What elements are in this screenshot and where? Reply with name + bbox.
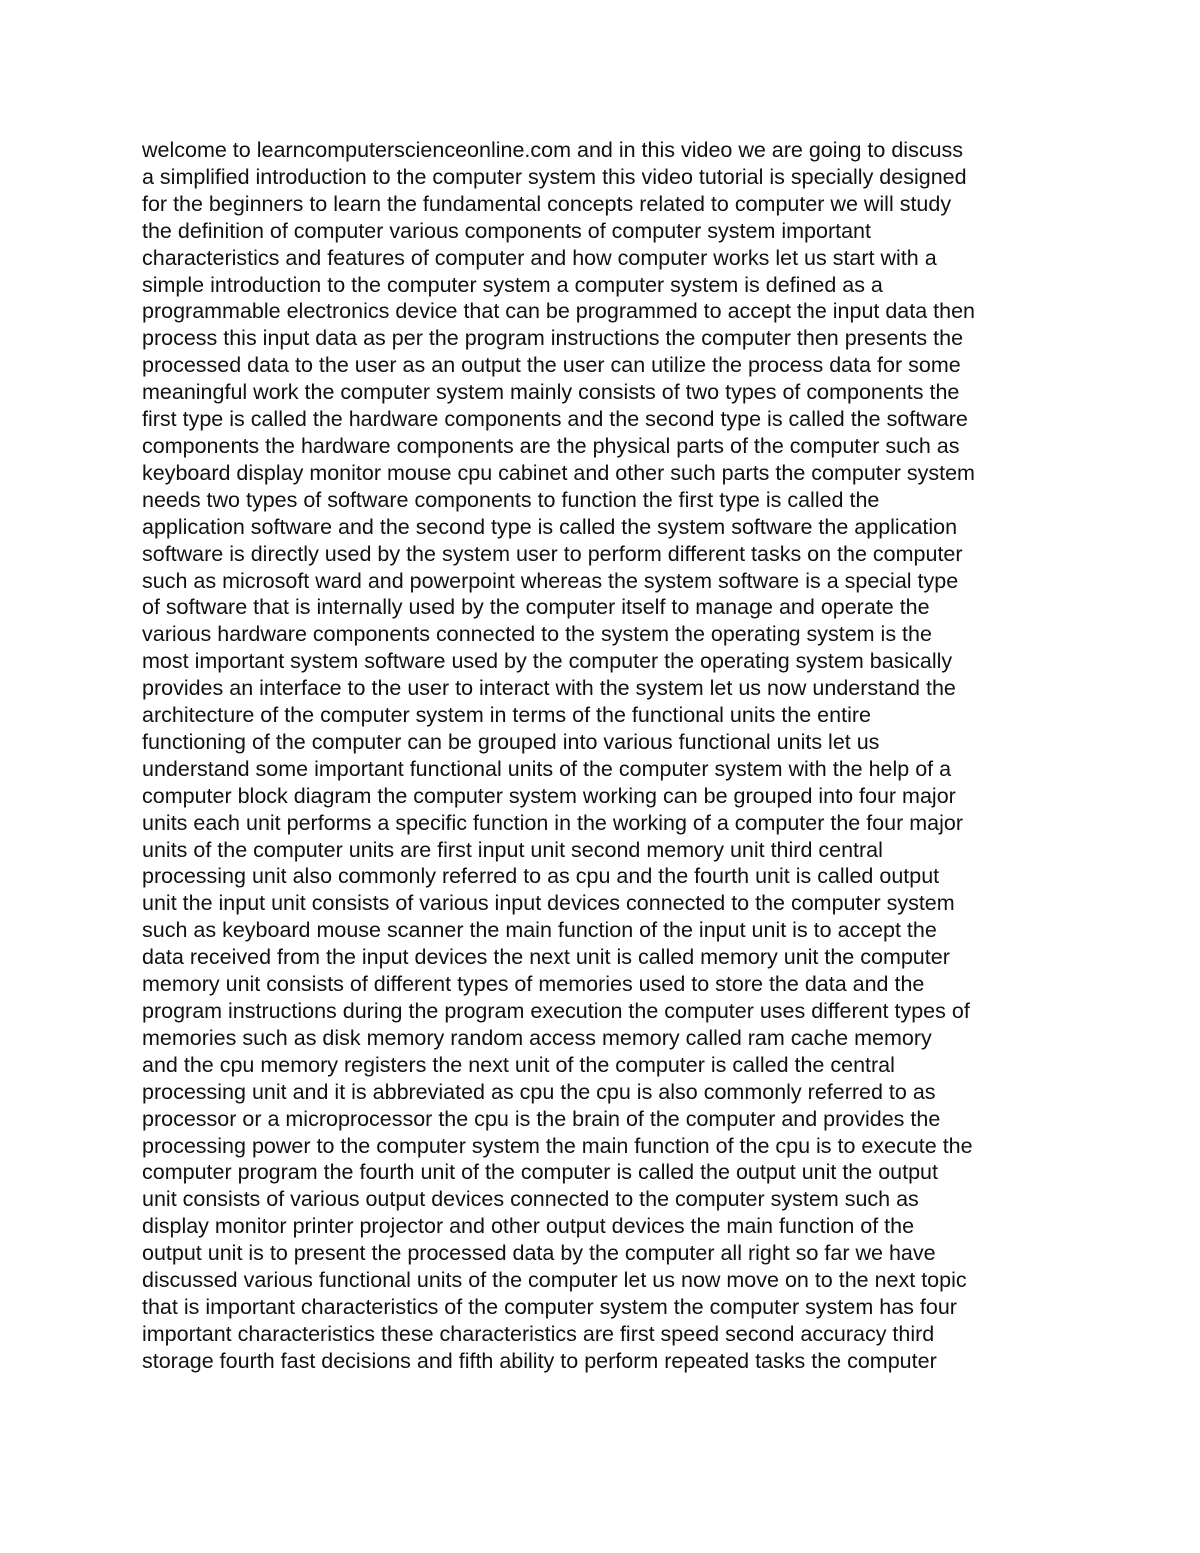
text-line: units each unit performs a specific function in the working of a computer the four major bbox=[142, 810, 963, 835]
text-line: for the beginners to learn the fundamental concepts related to computer we will study bbox=[142, 191, 952, 216]
text-line: process this input data as per the program instructions the computer then presents the bbox=[142, 326, 964, 351]
text-line: data received from the input devices the next unit is called memory unit the computer bbox=[142, 945, 950, 970]
text-line: processor or a microprocessor the cpu is the brain of the computer and provides the bbox=[142, 1106, 941, 1131]
text-line: display monitor printer projector and other output devices the main function of the bbox=[142, 1214, 915, 1239]
text-line: processing power to the computer system the main function of the cpu is to execute the bbox=[142, 1133, 973, 1158]
text-line: that is important characteristics of the computer system the computer system has four bbox=[142, 1294, 957, 1319]
text-line: characteristics and features of computer and how computer works let us start with a bbox=[142, 245, 937, 270]
text-line: and the cpu memory registers the next unit of the computer is called the central bbox=[142, 1052, 895, 1077]
text-line: needs two types of software components to function the first type is called the bbox=[142, 487, 880, 512]
text-line: computer program the fourth unit of the computer is called the output unit the output bbox=[142, 1160, 938, 1185]
transcript-text bbox=[142, 137, 1082, 1375]
text-line: processing unit also commonly referred to as cpu and the fourth unit is called output bbox=[142, 864, 940, 889]
text-line: such as microsoft ward and powerpoint whereas the system software is a special type bbox=[142, 568, 959, 593]
text-line: processed data to the user as an output the user can utilize the process data for some bbox=[142, 353, 961, 378]
text-line: computer block diagram the computer system working can be grouped into four major bbox=[142, 783, 956, 808]
text-line: processing unit and it is abbreviated as cpu the cpu is also commonly referred to as bbox=[142, 1079, 936, 1104]
text-line: memories such as disk memory random access memory called ram cache memory bbox=[142, 1025, 932, 1050]
text-line: various hardware components connected to the system the operating system is the bbox=[142, 622, 932, 647]
text-line: memory unit consists of different types of memories used to store the data and the bbox=[142, 972, 925, 997]
text-line: such as keyboard mouse scanner the main function of the input unit is to accept the bbox=[142, 918, 937, 943]
text-line: programmable electronics device that can be programmed to accept the input data then bbox=[142, 299, 976, 324]
text-line: output unit is to present the processed data by the computer all right so far we have bbox=[142, 1241, 936, 1266]
text-line: important characteristics these characteristics are first speed second accuracy third bbox=[142, 1321, 935, 1346]
text-line: discussed various functional units of the computer let us now move on to the next topic bbox=[142, 1268, 967, 1293]
text-line: the definition of computer various components of computer system important bbox=[142, 218, 871, 243]
text-line: architecture of the computer system in terms of the functional units the entire bbox=[142, 703, 871, 728]
text-line: welcome to learncomputerscienceonline.com and in this video we are going to discuss bbox=[142, 138, 964, 162]
text-line: unit consists of various output devices connected to the computer system such as bbox=[142, 1187, 919, 1212]
text-line: program instructions during the program execution the computer uses different types of bbox=[142, 999, 970, 1023]
text-line: unit the input unit consists of various input devices connected to the computer system bbox=[142, 891, 955, 916]
text-line: provides an interface to the user to interact with the system let us now understand the bbox=[142, 676, 956, 701]
text-line: a simplified introduction to the computer system this video tutorial is specially designed bbox=[142, 164, 967, 189]
text-line: application software and the second type is called the system software the application bbox=[142, 514, 958, 539]
text-line: most important system software used by the computer the operating system basically bbox=[142, 649, 953, 674]
text-line: of software that is internally used by the computer itself to manage and operate the bbox=[142, 595, 930, 620]
text-line: simple introduction to the computer system a computer system is defined as a bbox=[142, 272, 883, 297]
text-line: functioning of the computer can be grouped into various functional units let us bbox=[142, 729, 880, 754]
text-line: software is directly used by the system user to perform different tasks on the computer bbox=[142, 541, 963, 566]
text-line: understand some important functional units of the computer system with the help of a bbox=[142, 756, 952, 781]
text-line: storage fourth fast decisions and fifth ability to perform repeated tasks the computer bbox=[142, 1348, 937, 1373]
text-line: units of the computer units are first input unit second memory unit third central bbox=[142, 837, 883, 862]
text-line: keyboard display monitor mouse cpu cabinet and other such parts the computer system bbox=[142, 460, 975, 485]
text-line: first type is called the hardware components and the second type is called the software bbox=[142, 407, 968, 432]
text-line: meaningful work the computer system mainly consists of two types of components the bbox=[142, 380, 960, 405]
text-line: components the hardware components are the physical parts of the computer such as bbox=[142, 433, 960, 458]
